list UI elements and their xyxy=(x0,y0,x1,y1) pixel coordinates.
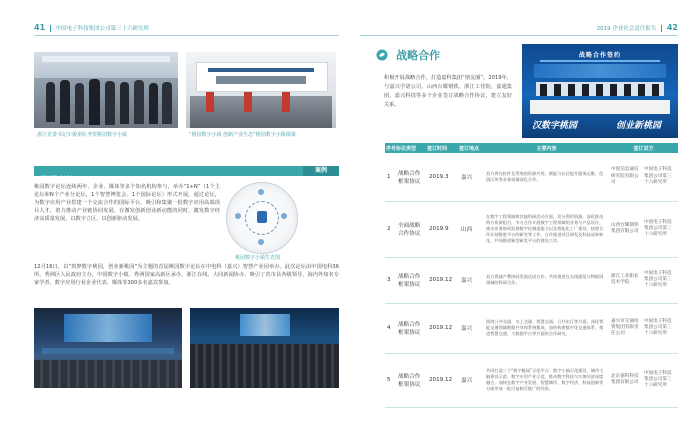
caption-photo1: 浙江省委书记车俊率队考察桃园数字小镇 xyxy=(37,132,128,138)
forum-paragraph-2: 12月16日，以“筑梦数字桃园，创业新桃园”为主题的首届桃园数字论坛在中电科（嘉兴）智慧产业园举办。此次论坛由中国电科36所、秀洲区人民政府主办，中国数字小镇、秀洲国家高新区承办，浙江在线、大同新闻协办，吸引了省市县各级领导、海内外知名专家学者、数字应用行业企业代表、媒体等300多名嘉宾参加。 xyxy=(34,264,339,287)
photo-signing-ceremony xyxy=(522,44,678,138)
cell-time: 2019.9 xyxy=(427,201,459,257)
cell-content: 围绕公共交通、水上交通、智慧交通、公共出行等方面，深化智能交通领域数据共享和系统集成，加快构建数字化交通体系，推进智慧交通、大数据平台等方面的合作研究。 xyxy=(484,303,609,353)
leaf-icon xyxy=(376,49,388,61)
photo-delegation-visit xyxy=(34,52,178,128)
strategy-title-block xyxy=(376,44,440,63)
cell-place: 嘉兴 xyxy=(459,353,484,407)
cell-party-a: 北京嘉科科技集团有限公司 xyxy=(609,353,642,407)
cell-party-b: 中国电子科技集团公司第三十六研究所 xyxy=(642,201,678,257)
cell-no: 1 xyxy=(385,153,396,201)
cell-content: 双方将就产教协同发展达成合作，共同推进在无线通信与物联网领域的科研合作。 xyxy=(484,257,609,303)
forum-title: 桃园数字论坛 xyxy=(40,176,77,183)
table-row xyxy=(385,201,678,257)
header-time: 签订时间 xyxy=(427,143,459,153)
forum-paragraph-1: 桃园数字论坛连续两年，企业、媒体等多个知名机构参与，举办“1+N”（1个主论坛和N个产业分论坛，1个智慧博览会、1个国际论坛）形式开展。通过论坛，为数字应用产业搭建一个交流合作的国际平台，吸引和集聚一批数字应用高端项目人才，着力推动产业链协同发展，在激发创新创业新动能的同时，激发数字经济高质量发展，以数字立区、以创新驱动发展。 xyxy=(34,184,220,223)
plate-image xyxy=(226,182,298,254)
cell-type: 战略合作框架协议 xyxy=(396,353,427,407)
cell-no: 5 xyxy=(385,353,396,407)
cell-party-b: 中国电子科技集团公司第三十六研究所 xyxy=(642,153,678,201)
page-number-right: 42 xyxy=(666,23,678,32)
table-row xyxy=(385,257,678,303)
cell-party-a: 浙江工业职业技术学院 xyxy=(609,257,642,303)
header-no: 序号 xyxy=(385,143,396,153)
photo-forum-stage xyxy=(34,308,182,388)
header-right-rule xyxy=(360,35,678,36)
cell-party-b: 中国电子科技集团公司第三十六研究所 xyxy=(642,303,678,353)
cell-type: 战略合作框架协议 xyxy=(396,257,427,303)
cell-content: 共同打造三个“数字桃园”示范平台：数字小镇示范建设、城市大脑建设示范、数字应用产业示范，推动数字科技与实体经济深度融合，加快在数字产业发展、智慧城市、数字经济、科技创新等方面形成一批可复制可推广的经验。 xyxy=(484,353,609,407)
cell-place: 嘉兴 xyxy=(459,153,484,201)
strategy-paragraph: 积极开展战略合作，打造嘉科集团“朋友圈”。2019年，与嘉兴学诺公司、山西台耀钢铁、浙江工佳院、嘉通集团、嘉兴科技等多个企业签订战略合作协议，建立友好关系。 xyxy=(384,75,512,108)
header-left-title: 中国电子科技集团公司第三十六研究所 xyxy=(55,26,150,32)
forum-title-bar xyxy=(34,166,339,183)
cell-place: 嘉兴 xyxy=(459,303,484,353)
header-right xyxy=(597,23,678,32)
header-content: 主要内容 xyxy=(484,143,609,153)
photo-forum-audience xyxy=(190,308,339,388)
cell-time: 2019.3 xyxy=(427,153,459,201)
case-tag-label: 案例 xyxy=(314,167,327,174)
cell-no: 3 xyxy=(385,257,396,303)
photo-inauguration xyxy=(186,52,336,128)
cell-type: 全面战略合作协议 xyxy=(396,201,427,257)
cell-party-b: 中国电子科技集团公司第三十六研究所 xyxy=(642,353,678,407)
cell-content: 双方将在软件及系统的资源共用、联能与社区提升服务运维、信创区块等业务领域深化合作。 xyxy=(484,153,609,201)
cell-party-a: 嘉兴市交通投资集团有限责任公司 xyxy=(609,303,642,353)
cell-place: 山西 xyxy=(459,201,484,257)
cell-no: 2 xyxy=(385,201,396,257)
plate-caption: 桃园数字小镇生态图 xyxy=(235,255,281,261)
cell-time: 2019.12 xyxy=(427,303,459,353)
cell-type: 战略合作框架协议 xyxy=(396,153,427,201)
cell-no: 4 xyxy=(385,303,396,353)
page-number-left: 41 xyxy=(34,23,46,32)
header-right-title: 2019 企业社会责任报告 xyxy=(596,26,657,32)
table-row xyxy=(385,153,678,201)
cell-party-b: 中国电子科技集团公司第三十六研究所 xyxy=(642,257,678,303)
strategy-title: 战略合作 xyxy=(396,48,441,62)
signing-banner-title: 战略合作签约 xyxy=(578,52,621,59)
cell-content: 在数字工程领域和其他科研活动方面，发分利用资源，深化推动两方资源组合，多方合作开展数字工程领域的业务与产品设计，推动业务协同发展数字化制造能力以及智能化工厂建设，按照合作计划推进平台的研究等工作，合作推进项目研发及科技成果转化，共同推进新型研发平台的建设工作。 xyxy=(484,201,609,257)
cell-party-a: 山西台耀钢铁集团有限公司 xyxy=(609,201,642,257)
header-place: 签订地点 xyxy=(459,143,484,153)
stage-text-right: 创业新桃园 xyxy=(616,121,662,131)
header-left-rule xyxy=(34,35,339,36)
header-type: 协议类型 xyxy=(396,143,427,153)
cell-party-a: 中国信息通信研究院有限公司 xyxy=(609,153,642,201)
stage-text-left: 汉数字桃园 xyxy=(532,121,578,131)
table-header-row xyxy=(385,143,678,153)
header-parties: 签订双方 xyxy=(609,143,678,153)
cell-time: 2019.12 xyxy=(427,353,459,407)
table-row xyxy=(385,303,678,353)
cell-time: 2019.12 xyxy=(427,257,459,303)
agreements-table xyxy=(385,143,678,408)
caption-photo2: “桃园数字小镇 创新产业生态”桃园数字小镇揭幕 xyxy=(189,132,296,138)
table-row xyxy=(385,353,678,407)
cell-place: 嘉兴 xyxy=(459,257,484,303)
cell-type: 战略合作框架协议 xyxy=(396,303,427,353)
header-left xyxy=(34,23,149,32)
case-tag xyxy=(303,166,339,176)
